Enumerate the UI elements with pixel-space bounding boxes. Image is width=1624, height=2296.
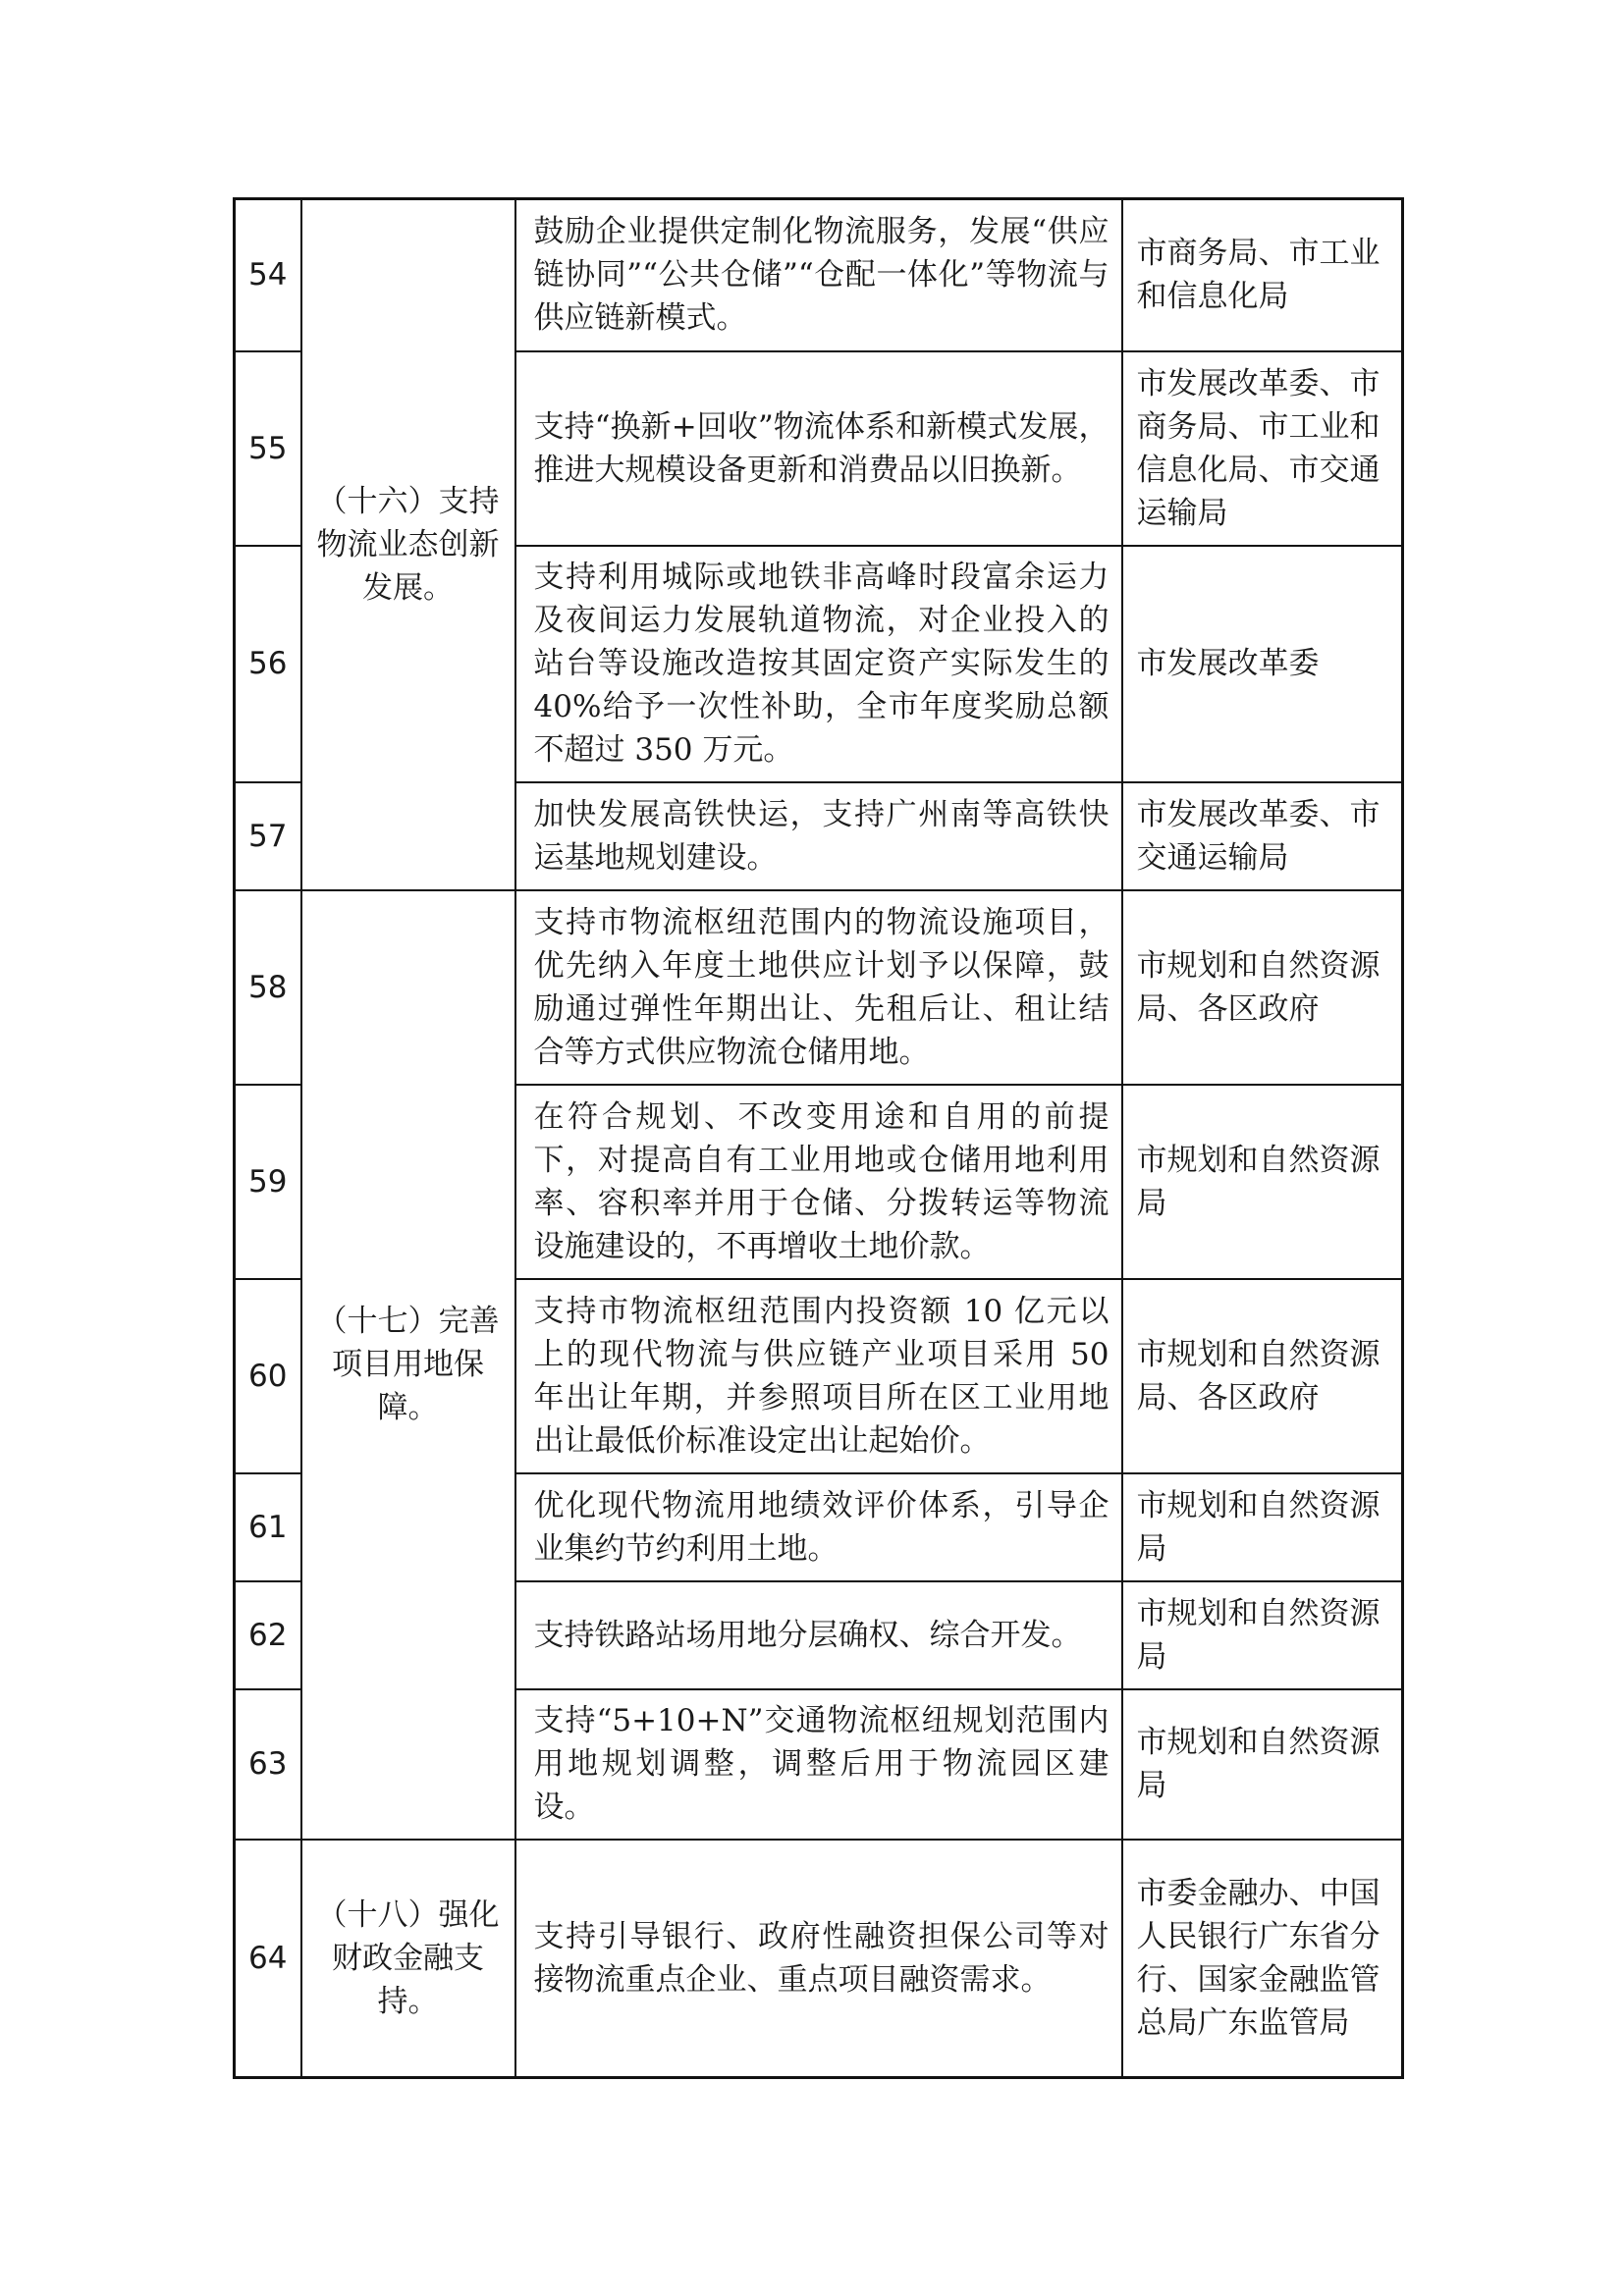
- measure-content: 优化现代物流用地绩效评价体系，引导企业集约节约利用土地。: [515, 1473, 1122, 1581]
- responsible-department: 市商务局、市工业和信息化局: [1122, 199, 1403, 351]
- responsible-department: 市规划和自然资源局: [1122, 1085, 1403, 1279]
- responsible-department: 市规划和自然资源局: [1122, 1581, 1403, 1689]
- row-number: 64: [235, 1840, 301, 2078]
- policy-table: [233, 197, 1404, 2079]
- row-number: 55: [235, 351, 301, 546]
- responsible-department: 市发展改革委、市商务局、市工业和信息化局、市交通运输局: [1122, 351, 1403, 546]
- responsible-department: 市发展改革委: [1122, 546, 1403, 782]
- row-number: 59: [235, 1085, 301, 1279]
- responsible-department: 市规划和自然资源局: [1122, 1689, 1403, 1840]
- row-number: 61: [235, 1473, 301, 1581]
- measure-content: 支持“5+10+N”交通物流枢纽规划范围内用地规划调整，调整后用于物流园区建设。: [515, 1689, 1122, 1840]
- table-row: [235, 1840, 1403, 2078]
- responsible-department: 市规划和自然资源局、各区政府: [1122, 890, 1403, 1085]
- row-number: 54: [235, 199, 301, 351]
- measure-content: 支持铁路站场用地分层确权、综合开发。: [515, 1581, 1122, 1689]
- row-number: 63: [235, 1689, 301, 1840]
- row-number: 60: [235, 1279, 301, 1473]
- measure-content: 支持市物流枢纽范围内的物流设施项目，优先纳入年度土地供应计划予以保障，鼓励通过弹性年期出让、先租后让、租让结合等方式供应物流仓储用地。: [515, 890, 1122, 1085]
- row-number: 57: [235, 782, 301, 890]
- row-number: 62: [235, 1581, 301, 1689]
- row-number: 56: [235, 546, 301, 782]
- measure-content: 支持“换新+回收”物流体系和新模式发展，推进大规模设备更新和消费品以旧换新。: [515, 351, 1122, 546]
- responsible-department: 市委金融办、中国人民银行广东省分行、国家金融监管总局广东监管局: [1122, 1840, 1403, 2078]
- measure-content: 支持引导银行、政府性融资担保公司等对接物流重点企业、重点项目融资需求。: [515, 1840, 1122, 2078]
- responsible-department: 市规划和自然资源局、各区政府: [1122, 1279, 1403, 1473]
- table-row: [235, 199, 1403, 351]
- measure-content: 支持市物流枢纽范围内投资额 10 亿元以上的现代物流与供应链产业项目采用 50 年出让年期，并参照项目所在区工业用地出让最低价标准设定出让起始价。: [515, 1279, 1122, 1473]
- responsible-department: 市发展改革委、市交通运输局: [1122, 782, 1403, 890]
- category-cell: （十八）强化财政金融支持。: [301, 1840, 515, 2078]
- measure-content: 支持利用城际或地铁非高峰时段富余运力及夜间运力发展轨道物流，对企业投入的站台等设施改造按其固定资产实际发生的 40%给予一次性补助，全市年度奖励总额不超过 350 万元。: [515, 546, 1122, 782]
- row-number: 58: [235, 890, 301, 1085]
- measure-content: 在符合规划、不改变用途和自用的前提下，对提高自有工业用地或仓储用地利用率、容积率并用于仓储、分拨转运等物流设施建设的，不再增收土地价款。: [515, 1085, 1122, 1279]
- measure-content: 鼓励企业提供定制化物流服务，发展“供应链协同”“公共仓储”“仓配一体化”等物流与供应链新模式。: [515, 199, 1122, 351]
- category-cell: （十六）支持物流业态创新发展。: [301, 199, 515, 890]
- table-row: [235, 890, 1403, 1085]
- category-cell: （十七）完善项目用地保障。: [301, 890, 515, 1840]
- responsible-department: 市规划和自然资源局: [1122, 1473, 1403, 1581]
- measure-content: 加快发展高铁快运，支持广州南等高铁快运基地规划建设。: [515, 782, 1122, 890]
